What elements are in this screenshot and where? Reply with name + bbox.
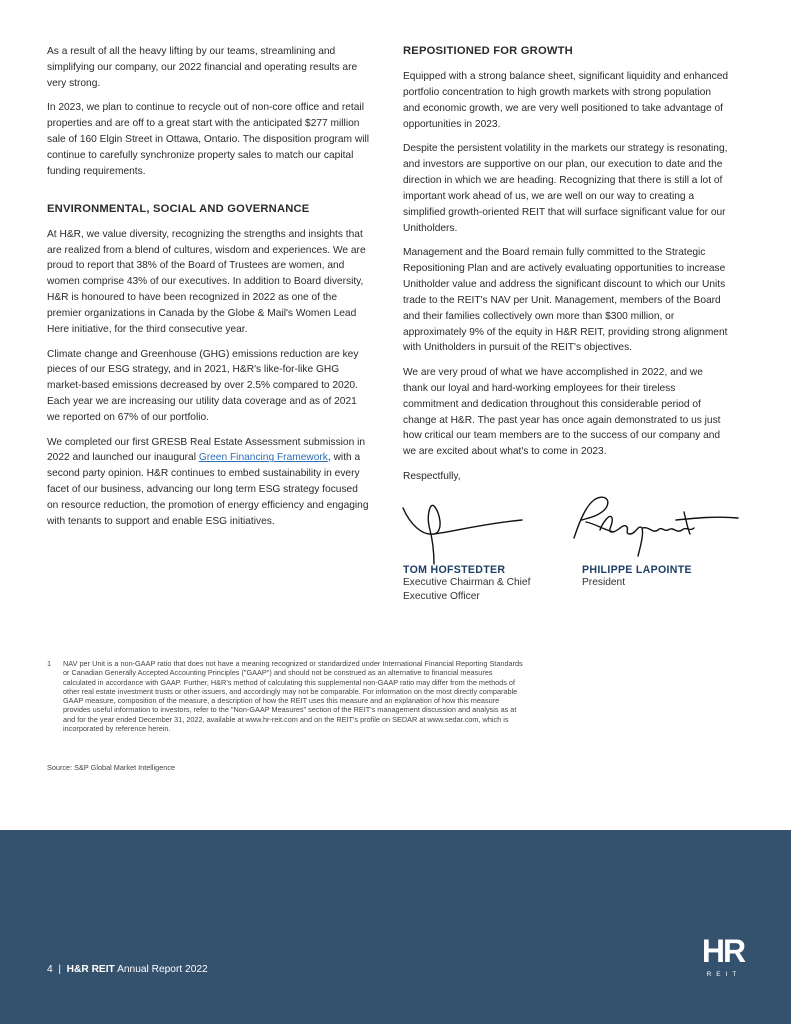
right-paragraph-2: Despite the persistent volatility in the markets our strategy is resonating, and investors are supportive on our plan, our execution to date and the direction in which we are heading. Recognizing that there is still a lot of important work ahead of us, we are well on our way to creating a simplified growth-oriented REIT that will surface significant value for our Unitholders. <box>403 143 728 234</box>
logo-letters: HR <box>701 933 745 969</box>
footer-report: Annual Report 2022 <box>117 964 208 975</box>
right-column <box>403 44 729 493</box>
page-footer-text <box>47 964 208 975</box>
footnote <box>47 659 527 733</box>
left-paragraph-5 <box>47 435 369 530</box>
phil-name: PHILIPPE LAPOINTE <box>582 564 692 576</box>
phil-title: President <box>582 577 626 588</box>
phil-signature-icon <box>566 490 741 558</box>
closing-text: Respectfully, <box>403 470 461 482</box>
left-column <box>47 44 369 538</box>
footer-band <box>0 830 791 1024</box>
tom-title: Executive Chairman & Chief Executive Officer <box>403 577 531 602</box>
footnote-number: 1 <box>47 659 52 668</box>
right-paragraph-4: We are very proud of what we have accomplished in 2022, and we thank our loyal and hard-working employees for their tireless commitment and dedication throughout this considerable period of change at H&R. The past year has once again demonstrated to us just how critical our team members are to the success of our company and we are excited about what's to come in 2023. <box>403 366 721 458</box>
esg-heading: ENVIRONMENTAL, SOCIAL AND GOVERNANCE <box>47 202 310 215</box>
growth-heading: REPOSITIONED FOR GROWTH <box>403 45 573 57</box>
left-paragraph-2: In 2023, we plan to continue to recycle out of non-core office and retail properties and are off to a great start with the anticipated $277 million sale of 160 Elgin Street in Ottawa, Ontario. The disposition program will continue to carefully synchronize property sales to match our capital funding requirements. <box>47 102 370 177</box>
source-note: Source: S&P Global Market Intelligence <box>47 763 176 772</box>
hr-reit-logo-icon <box>700 932 746 980</box>
green-financing-framework-link[interactable]: Green Financing Framework <box>198 452 328 464</box>
right-paragraph-3: Management and the Board remain fully committed to the Strategic Repositioning Plan and are actively evaluating opportunities to increase Unitholder value and address the significant discount to which our Units trade to the REIT's NAV per Unit. Management, members of the Board and their families collectively own more than $300 million, or approximately 9% of the equity in H&R REIT, providing strong alignment with Unitholders in pursuit of the REIT's objectives. <box>403 246 728 354</box>
tom-name: TOM HOFSTEDTER <box>403 564 506 576</box>
p5-text-after: , with a second party opinion. H&R continues to embed sustainability in every facet of our business, advancing our long term ESG strategy focused on resource reduction, the promotion of energy efficiency and engaging with tenants to support and enable ESG initiatives. <box>47 452 369 528</box>
logo-sub: REIT <box>706 971 742 978</box>
tom-signature-icon <box>400 494 525 566</box>
footer-company: H&R REIT <box>66 964 115 975</box>
page-number: 4 <box>47 964 53 975</box>
right-paragraph-1: Equipped with a strong balance sheet, significant liquidity and enhanced portfolio concentration to high growth markets with strong population and economic growth, we are very well positioned to take advantage of opportunities in 2023. <box>403 70 729 130</box>
left-paragraph-1: As a result of all the heavy lifting by our teams, streamlining and simplifying our company, our 2022 financial and operating results are very strong. <box>47 46 358 89</box>
left-paragraph-4: Climate change and Greenhouse (GHG) emissions reduction are key pieces of our ESG strategy, and in 2021, H&R's like-for-like GHG market-based emissions decreased by over 2.5% compared to 2020. Each year we are increasing our utility data coverage and as of 2021 we reported on 67% of our portfolio. <box>47 348 359 424</box>
p5-text-before: We completed our first GRESB Real Estate Assessment submission in 2022 and launched our inaugural <box>47 436 366 464</box>
left-paragraph-3: At H&R, we value diversity, recognizing the strengths and insights that are realized from a blend of cultures, wisdom and experiences. We are proud to report that 38% of the Board of Trustees are women, and women comprise 43% of our executives. In addition to Board diversity, H&R is honoured to have been recognized in 2022 as one of the premier organizations in Canada by the Globe & Mail's Women Lead Here initiative, for the third consecutive year. <box>47 228 366 336</box>
footnote-text: NAV per Unit is a non-GAAP ratio that does not have a meaning recognized or standardized under International Financial Reporting Standards or Canadian Generally Accepted Accounting Principles ("GAAP") and should not be construed as an alternative to financial measures calculated in accordance with GAAP. Further, H&R's method of calculating this supplemental non-GAAP ratio may differ from the methods of other real estate investment trusts or other issuers, and accordingly may not be comparable. For information on the most directly comparable GAAP measure, composition of the measure, a description of how the REIT uses this measure and an explanation of how this measure provides useful information to investors, refer to the "Non-GAAP Measures" section of the REIT's management discussion and analysis as at and for the year ended December 31, 2022, available at www.hr-reit.com and on the REIT's profile on SEDAR at www.sedar.com, which is incorporated by reference herein. <box>63 659 523 734</box>
footer-separator: | <box>58 964 61 975</box>
